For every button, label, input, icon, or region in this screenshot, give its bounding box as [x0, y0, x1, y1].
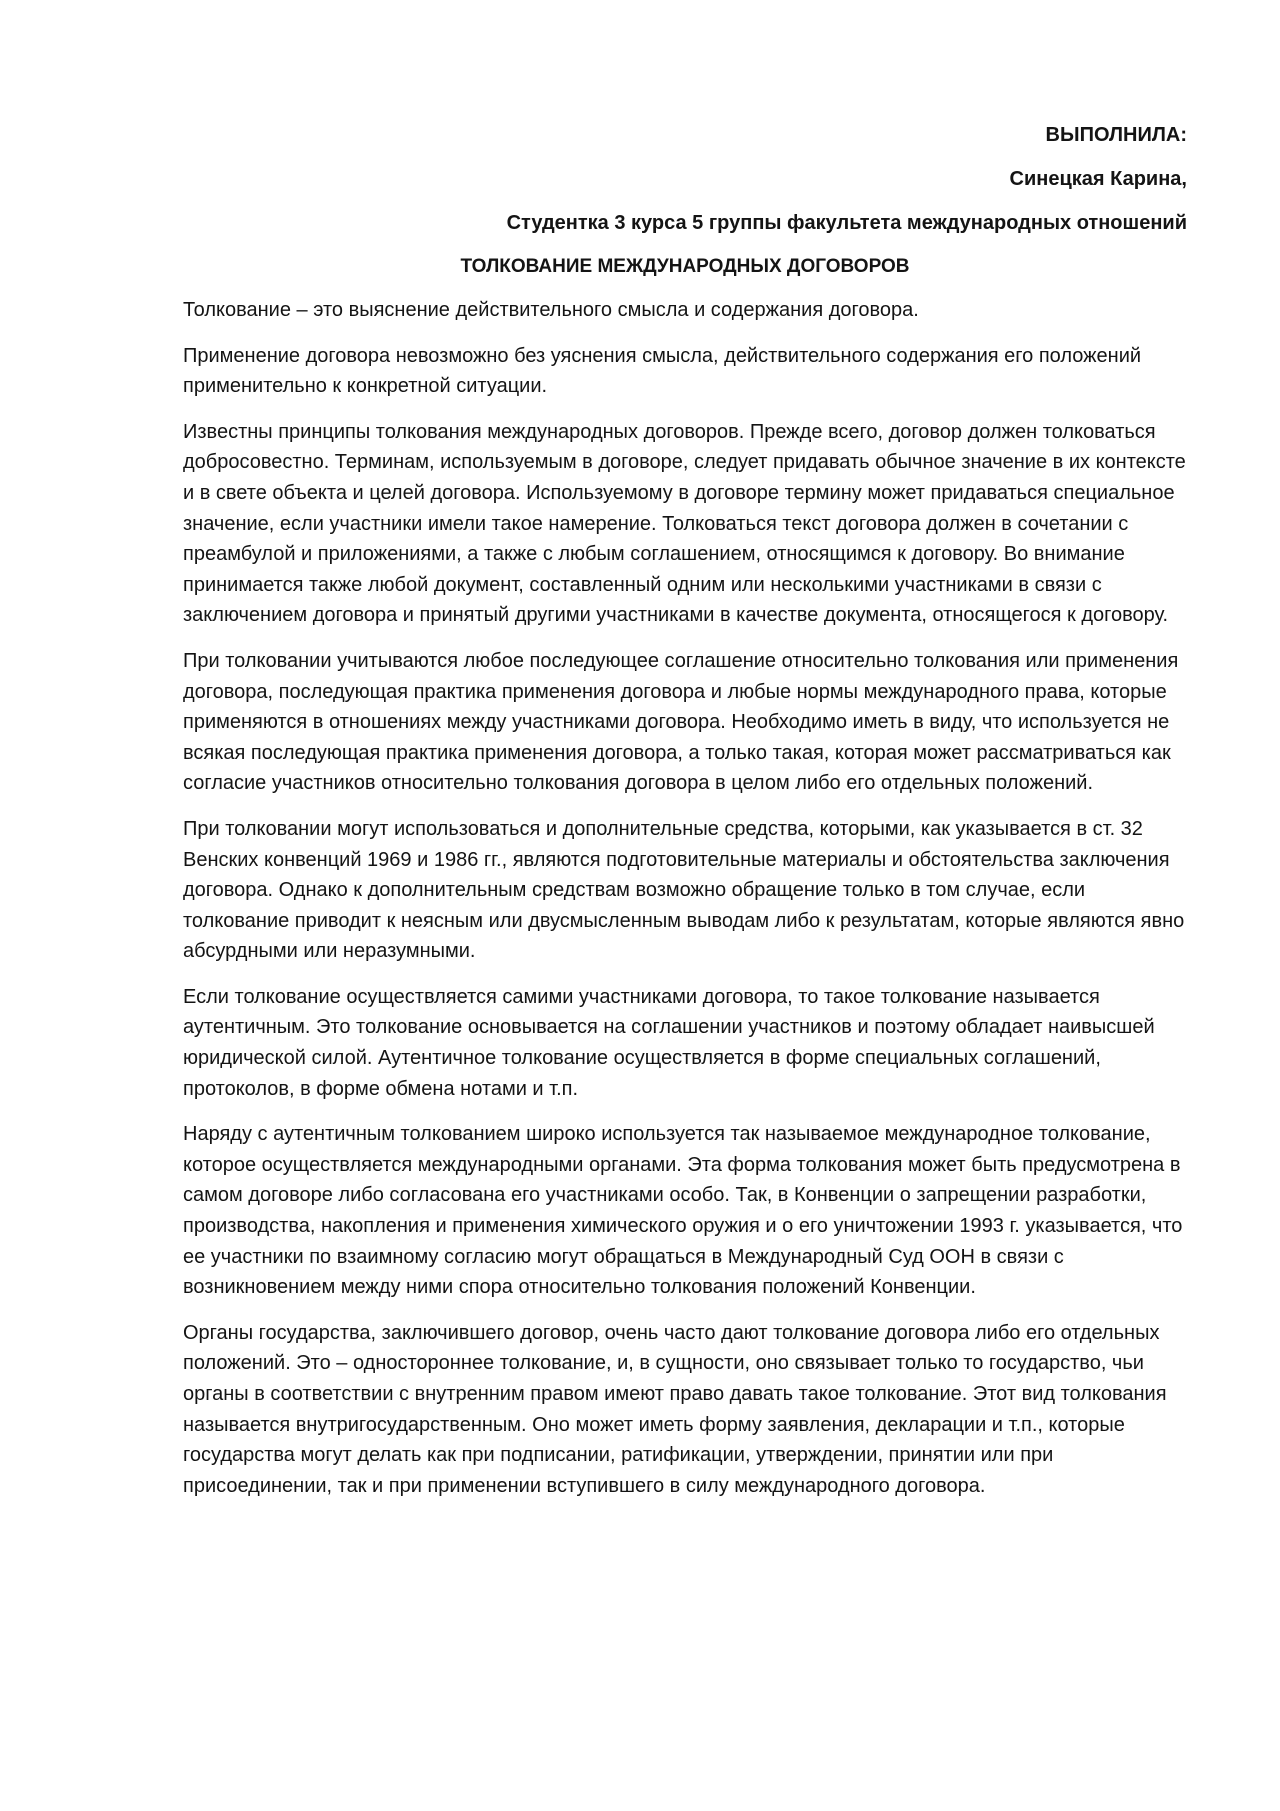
document-title: ТОЛКОВАНИЕ МЕЖДУНАРОДНЫХ ДОГОВОРОВ	[460, 256, 910, 277]
paragraph-1: Толкование – это выяснение действительного смысла и содержания договора.	[183, 299, 919, 321]
author-name: Синецкая Карина,	[1009, 168, 1187, 190]
paragraph-4: При толковании учитываются любое последующее соглашение относительно толкования или применения договора, последующая практика применения договора и любые нормы международного права, которые применяются в отношениях между участниками договора. Необходимо иметь в виду, что используется не всякая последующая практика применения договора, а только такая, которая может рассматриваться как согласие участников относительно толкования договора в целом либо его отдельных положений.	[183, 649, 1179, 795]
author-info: Студентка 3 курса 5 группы факультета международных отношений	[506, 212, 1187, 234]
paragraph-3: Известны принципы толкования международных договоров. Прежде всего, договор должен толковаться добросовестно. Терминам, используемым в договоре, следует придавать обычное значение в их контексте и в свете объекта и целей договора. Используемому в договоре термину может придаваться специальное значение, если участники имели такое намерение. Толковаться текст договора должен в сочетании с преамбулой и приложениями, а также с любым соглашением, относящимся к договору. Во внимание принимается также любой документ, составленный одним или несколькими участниками в связи с заключением договора и принятый другими участниками в качестве документа, относящегося к договору.	[183, 420, 1186, 627]
performed-by-label: ВЫПОЛНИЛА:	[1045, 124, 1187, 146]
paragraph-6: Если толкование осуществляется самими участниками договора, то такое толкование называется аутентичным. Это толкование основывается на соглашении участников и поэтому обладает наивысшей юридической силой. Аутентичное толкование осуществляется в форме специальных соглашений, протоколов, в форме обмена нотами и т.п.	[183, 985, 1155, 1100]
paragraph-5: При толковании могут использоваться и дополнительные средства, которыми, как указывается в ст. 32 Венских конвенций 1969 и 1986 гг., являются подготовительные материалы и обстоятельства заключения договора. Однако к дополнительным средствам возможно обращение только в том случае, если толкование приводит к неясным или двусмысленным выводам либо к результатам, которые являются явно абсурдными или неразумными.	[183, 817, 1185, 963]
paragraph-7: Наряду с аутентичным толкованием широко используется так называемое международное толкование, которое осуществляется международными органами. Эта форма толкования может быть предусмотрена в самом договоре либо согласована его участниками особо. Так, в Конвенции о запрещении разработки, производства, накопления и применения химического оружия и о его уничтожении 1993 г. указывается, что ее участники по взаимному согласию могут обращаться в Международный Суд ООН в связи с возникновением между ними спора относительно толкования положений Конвенции.	[183, 1123, 1183, 1299]
paragraph-2: Применение договора невозможно без уяснения смысла, действительного содержания его положений применительно к конкретной ситуации.	[183, 344, 1142, 398]
paragraph-8: Органы государства, заключившего договор, очень часто дают толкование договора либо его отдельных положений. Это – одностороннее толкование, и, в сущности, оно связывает только то государство, чьи органы в соответствии с внутренним правом имеют право давать такое толкование. Этот вид толкования называется внутригосударственным. Оно может иметь форму заявления, декларации и т.п., которые государства могут делать как при подписании, ратификации, утверждении, принятии или при присоединении, так и при применении вступившего в силу международного договора.	[183, 1321, 1167, 1497]
document-page	[183, 122, 1187, 1516]
